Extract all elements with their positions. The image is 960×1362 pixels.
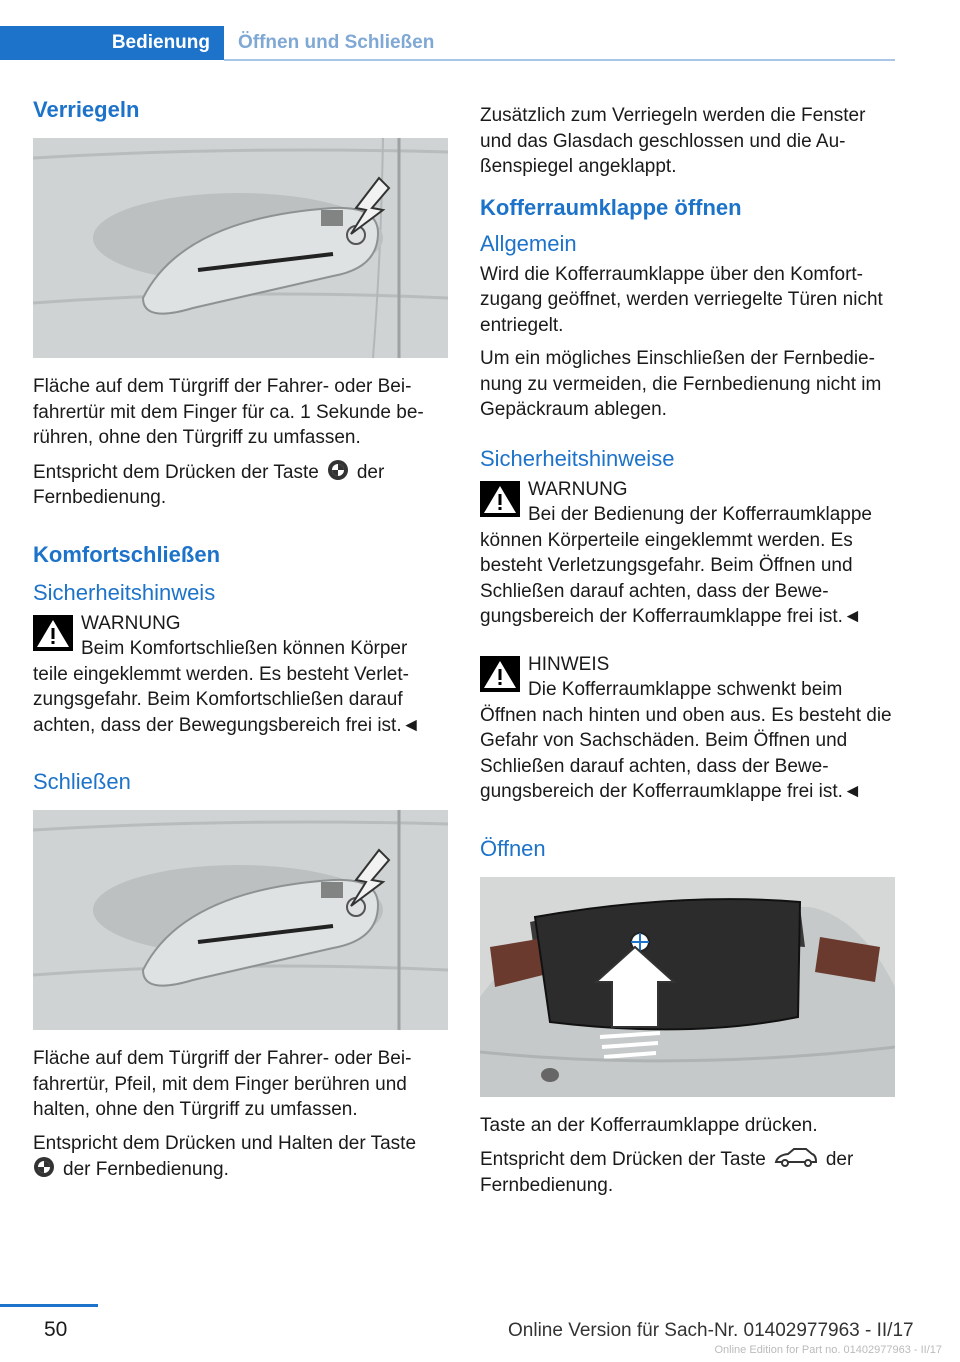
header-tab-oeffnen-schliessen: Öffnen und Schließen xyxy=(238,32,435,53)
remote-lock-button-icon xyxy=(327,459,349,481)
section-title-komfortschliessen: Komfortschließen xyxy=(33,541,221,567)
warning-text: können Körperteile eingeklemmt werden. Es besteht Verletzungsgefahr. Beim Öffnen und Schließen darauf achten, dass der Bewegungsbereich der Kofferraumklappe frei ist.◄ xyxy=(480,529,862,627)
door-handle-close-illustration xyxy=(33,810,448,1030)
verriegeln-paragraph-2-start: Entspricht dem Drücken der Taste xyxy=(33,461,319,483)
remote-trunk-button-icon xyxy=(774,1146,818,1168)
verriegeln-paragraph-2 xyxy=(33,459,448,511)
oeffnen-paragraph-2-end: der Fernbedienung. xyxy=(480,1149,854,1196)
header-divider xyxy=(224,59,895,61)
schliessen-paragraph-1: Fläche auf dem Türgriff der Fahrer- oder Beifahrertür, Pfeil, mit dem Finger berühren und halten, ohne den Türgriff zu umfassen. xyxy=(33,1048,412,1120)
intro-paragraph: Zusätzlich zum Verriegeln werden die Fenster und das Glasdach geschlossen und die Außenspiegel angeklappt. xyxy=(480,105,866,177)
oeffnen-paragraph-2-start: Entspricht dem Drücken der Taste xyxy=(480,1149,766,1170)
right-column xyxy=(480,103,895,1206)
page-header xyxy=(0,0,895,62)
warning-text-first-line: Beim Komfortschließen können Körper xyxy=(81,638,408,659)
header-tab-bedienung: Bedienung xyxy=(0,26,224,60)
notice-text-first-line: Die Kofferraumklappe schwenkt beim xyxy=(528,679,843,700)
section-title-kofferraumklappe: Kofferraumklappe öffnen xyxy=(480,194,742,220)
door-handle-lock-illustration xyxy=(33,138,448,358)
schliessen-paragraph-2 xyxy=(33,1131,448,1183)
subsection-title-allgemein: Allgemein xyxy=(480,230,577,256)
verriegeln-paragraph-1: Fläche auf dem Türgriff der Fahrer- oder Beifahrertür mit dem Finger für ca. 1 Sekunde berühren, ohne den Türgriff zu umfassen. xyxy=(33,376,424,448)
allgemein-paragraph-1: Wird die Kofferraumklappe über den Komfortzugang geöffnet, werden verriegelte Türen nicht entriegelt. xyxy=(480,263,883,336)
section-title-verriegeln: Verriegeln xyxy=(33,97,140,122)
left-column xyxy=(33,96,448,1191)
section-title-oeffnen: Öffnen xyxy=(480,835,546,861)
subsection-title-sicherheitshinweise: Sicherheitshinweise xyxy=(480,445,675,471)
schliessen-paragraph-2-end: der Fernbedienung. xyxy=(63,1159,229,1180)
oeffnen-paragraph-1: Taste an der Kofferraumklappe drücken. xyxy=(480,1114,818,1136)
warning-label: WARNUNG xyxy=(528,478,628,500)
warning-block-kofferraum xyxy=(480,477,895,630)
footer-watermark: Online Edition for Part no. 01402977963 - II/17 xyxy=(714,1344,942,1356)
schliessen-paragraph-2-start: Entspricht dem Drücken und Halten der Taste xyxy=(33,1132,417,1154)
remote-lock-button-icon xyxy=(33,1156,55,1178)
allgemein-paragraph-2: Um ein mögliches Einschließen der Fernbedienung zu vermeiden, die Fernbedienung nicht im Gepäckraum ablegen. xyxy=(480,348,882,420)
warning-triangle-icon xyxy=(33,615,73,651)
warning-block-komfort xyxy=(33,611,448,739)
page-number: 50 xyxy=(44,1318,68,1341)
verriegeln-paragraph-2-end: der Fernbedienung. xyxy=(33,461,385,508)
warning-text-first-line: Bei der Bedienung der Kofferraumklappe xyxy=(528,504,872,525)
warning-label: WARNUNG xyxy=(81,612,181,634)
footer-online-version: Online Version für Sach-Nr. 01402977963 - II/17 xyxy=(508,1320,914,1341)
notice-label: HINWEIS xyxy=(528,653,610,675)
section-title-schliessen: Schließen xyxy=(33,769,131,794)
warning-text: teile eingeklemmt werden. Es besteht Verletzungsgefahr. Beim Komfortschließen darauf achten, dass der Bewegungsbereich frei ist.◄ xyxy=(33,663,421,736)
footer-divider xyxy=(0,1304,98,1307)
warning-triangle-icon xyxy=(480,481,520,517)
notice-block-kofferraum xyxy=(480,652,895,805)
oeffnen-paragraph-2 xyxy=(480,1146,895,1198)
notice-text: Öffnen nach hinten und oben aus. Es besteht die Gefahr von Sachschäden. Beim Öffnen und Schließen darauf achten, dass der Bewegungsbereich der Kofferraumklappe frei ist.◄ xyxy=(480,704,892,802)
trunk-open-illustration xyxy=(480,877,895,1097)
warning-triangle-icon xyxy=(480,656,520,692)
subsection-title-sicherheitshinweis: Sicherheitshinweis xyxy=(33,579,216,605)
